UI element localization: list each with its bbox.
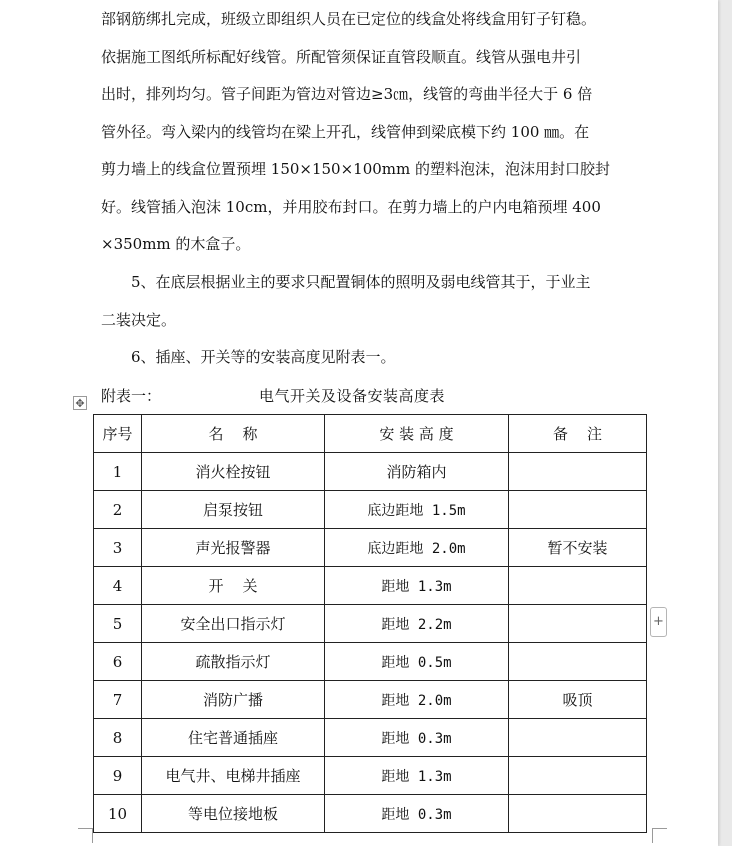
paragraph-line: 好。线管插入泡沫 10cm，并用胶布封口。在剪力墙上的户内电箱预埋 400 (101, 197, 601, 216)
table-row (94, 795, 647, 833)
cell-height: 消防箱内 (325, 453, 509, 491)
paragraph-item-5 (101, 264, 649, 339)
cell-name: 消火栓按钮 (142, 453, 325, 491)
cell-height: 距地 2.0m (325, 681, 509, 719)
cell-name: 消防广播 (142, 681, 325, 719)
table-title: 电气开关及设备安装高度表 (259, 387, 446, 405)
cell-index: 6 (94, 643, 142, 681)
cell-index: 9 (94, 757, 142, 795)
table-header-row (94, 415, 647, 453)
cell-remarks (509, 491, 647, 529)
cell-remarks (509, 567, 647, 605)
cell-height: 距地 1.3m (325, 757, 509, 795)
cell-name: 安全出口指示灯 (142, 605, 325, 643)
cell-height: 距地 2.2m (325, 605, 509, 643)
cell-name: 电气井、电梯井插座 (142, 757, 325, 795)
table-row (94, 453, 647, 491)
paragraph-item-6 (101, 339, 649, 377)
paragraph-line: 依据施工图纸所标配好线管。所配管须保证直管段顺直。线管从强电井引 (101, 47, 582, 66)
header-name: 名 称 (142, 415, 325, 453)
paragraph-line: 二装决定。 (101, 310, 177, 329)
cell-height: 距地 0.3m (325, 719, 509, 757)
cell-index: 7 (94, 681, 142, 719)
cell-height: 距地 0.5m (325, 643, 509, 681)
cell-name: 声光报警器 (142, 529, 325, 567)
cell-index: 3 (94, 529, 142, 567)
table-row (94, 681, 647, 719)
cell-remarks (509, 605, 647, 643)
cell-index: 4 (94, 567, 142, 605)
table-row (94, 491, 647, 529)
cell-remarks (509, 757, 647, 795)
cell-index: 2 (94, 491, 142, 529)
paragraph-line: 部钢筋绑扎完成，班级立即组织人员在已定位的线盒处将线盒用钉子钉稳。 (101, 10, 597, 28)
table-row (94, 719, 647, 757)
table-caption (101, 383, 651, 409)
crop-mark-bottom-left (78, 828, 93, 843)
cell-index: 10 (94, 795, 142, 833)
cell-remarks (509, 453, 647, 491)
cell-name: 启泵按钮 (142, 491, 325, 529)
cell-name: 开 关 (142, 567, 325, 605)
table-row (94, 757, 647, 795)
header-index: 序号 (94, 415, 142, 453)
plus-icon[interactable]: + (650, 607, 667, 637)
table-row (94, 605, 647, 643)
header-height: 安 装 高 度 (325, 415, 509, 453)
cell-remarks: 吸顶 (509, 681, 647, 719)
table-row (94, 643, 647, 681)
cell-remarks (509, 643, 647, 681)
cell-name: 住宅普通插座 (142, 719, 325, 757)
cell-index: 1 (94, 453, 142, 491)
cell-index: 8 (94, 719, 142, 757)
cell-height: 底边距地 1.5m (325, 491, 509, 529)
paragraph-line: 出时，排列均匀。管子间距为管边对管边≥3㎝，线管的弯曲半径大于 6 倍 (101, 85, 593, 103)
cell-remarks: 暂不安装 (509, 529, 647, 567)
paragraph-conduit-installation (101, 1, 649, 264)
paragraph-line: 管外径。弯入梁内的线管均在梁上开孔，线管伸到梁底模下约 100 ㎜。在 (101, 122, 590, 141)
crop-mark-bottom-right (652, 828, 667, 843)
table-row (94, 567, 647, 605)
header-remarks: 备 注 (509, 415, 647, 453)
cell-name: 疏散指示灯 (142, 643, 325, 681)
move-cross-icon[interactable]: ✥ (73, 396, 87, 410)
cell-name: 等电位接地板 (142, 795, 325, 833)
installation-height-table (93, 414, 647, 833)
paragraph-line: 剪力墙上的线盒位置预埋 150×150×100mm 的塑料泡沫，泡沫用封口胶封 (101, 160, 611, 178)
paragraph-line: 5、在底层根据业主的要求只配置铜体的照明及弱电线管其于，于业主 (131, 273, 591, 291)
cell-index: 5 (94, 605, 142, 643)
cell-remarks (509, 795, 647, 833)
paragraph-line: 6、插座、开关等的安装高度见附表一。 (131, 348, 396, 366)
cell-height: 距地 0.3m (325, 795, 509, 833)
cell-remarks (509, 719, 647, 757)
paragraph-line: ×350mm 的木盒子。 (101, 235, 251, 253)
table-caption-lead: 附表一： (101, 387, 162, 405)
cell-height: 距地 1.3m (325, 567, 509, 605)
table-row (94, 529, 647, 567)
cell-height: 底边距地 2.0m (325, 529, 509, 567)
